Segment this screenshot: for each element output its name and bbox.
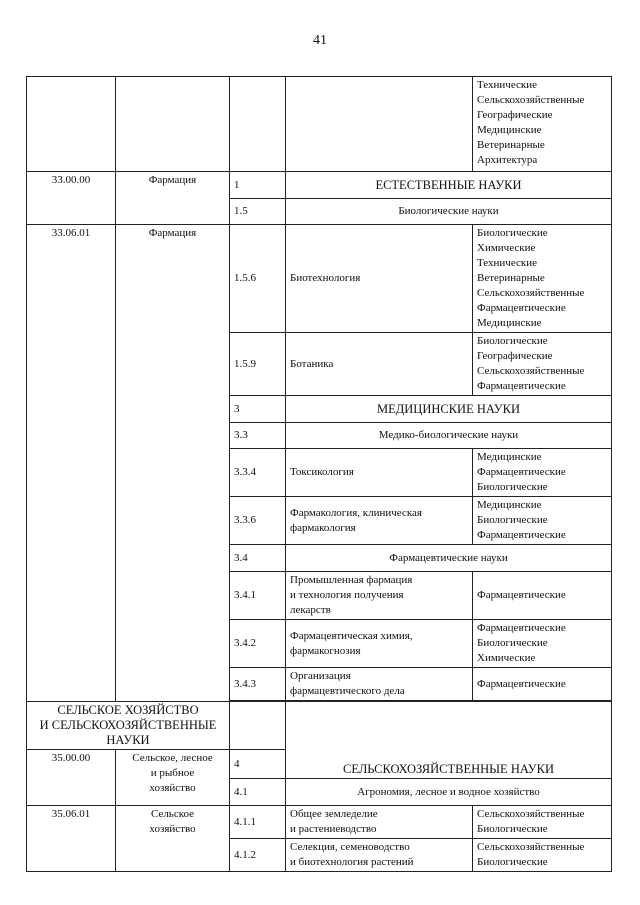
sciences-cell: Биологические Химические Технические Ветеринарные Сельскохозяйственные Фармацевтические Медицинские — [473, 225, 612, 333]
num-cell: 1 — [230, 172, 286, 199]
name-cell: Сельское, лесное и рыбное хозяйство — [116, 750, 230, 806]
sciences-cell: Медицинские Биологические Фармацевтические — [473, 497, 612, 545]
specialty-cell: Общее земледелие и растениеводство — [286, 806, 473, 839]
num-cell — [230, 77, 286, 172]
specialty-cell: Ботаника — [286, 333, 473, 396]
table-row — [27, 806, 612, 839]
num-cell: 1.5.6 — [230, 225, 286, 333]
sciences-cell: Сельскохозяйственные Биологические — [473, 839, 612, 872]
table-row — [27, 225, 612, 333]
specialty-cell: Фармацевтическая химия, фармакогнозия — [286, 620, 473, 668]
sciences-cell: Фармацевтические — [473, 668, 612, 701]
table-row — [27, 77, 612, 172]
num-cell: 1.5.9 — [230, 333, 286, 396]
subgroup-heading: Биологические науки — [286, 199, 612, 225]
sciences-cell: Медицинские Фармацевтические Биологические — [473, 449, 612, 497]
table-row — [27, 172, 612, 199]
num-cell — [230, 702, 286, 750]
sciences-cell: Биологические Географические Сельскохозяйственные Фармацевтические — [473, 333, 612, 396]
subgroup-heading: Медико-биологические науки — [286, 423, 612, 449]
subgroup-heading: Фармацевтические науки — [286, 545, 612, 572]
table-row — [27, 702, 612, 750]
num-cell: 4.1.2 — [230, 839, 286, 872]
group-heading: ЕСТЕСТВЕННЫЕ НАУКИ — [286, 172, 612, 199]
specialty-cell: Токсикология — [286, 449, 473, 497]
section-heading: СЕЛЬСКОЕ ХОЗЯЙСТВО И СЕЛЬСКОХОЗЯЙСТВЕННЫЕ НАУКИ — [27, 702, 230, 750]
subgroup-heading: Агрономия, лесное и водное хозяйство — [286, 779, 612, 806]
num-cell: 3.3.6 — [230, 497, 286, 545]
code-cell: 35.00.00 — [27, 750, 116, 806]
specialty-cell: Фармакология, клиническая фармакология — [286, 497, 473, 545]
num-cell: 3.3.4 — [230, 449, 286, 497]
page-number: 41 — [313, 33, 327, 48]
group-heading: МЕДИЦИНСКИЕ НАУКИ — [286, 396, 612, 423]
num-cell: 1.5 — [230, 199, 286, 225]
name-cell — [116, 77, 230, 172]
name-cell: Сельское хозяйство — [116, 806, 230, 872]
specialty-cell: Биотехнология — [286, 225, 473, 333]
code-cell: 33.06.01 — [27, 225, 116, 702]
num-cell: 3 — [230, 396, 286, 423]
specialty-cell: Организация фармацевтического дела — [286, 668, 473, 701]
sciences-cell: Фармацевтические — [473, 572, 612, 620]
code-cell: 35.06.01 — [27, 806, 116, 872]
specialty-cell: Селекция, семеноводство и биотехнология растений — [286, 839, 473, 872]
num-cell: 4 — [230, 750, 286, 779]
num-cell: 4.1 — [230, 779, 286, 806]
specialties-table — [26, 76, 612, 872]
num-cell: 3.3 — [230, 423, 286, 449]
sciences-cell: Фармацевтические Биологические Химические — [473, 620, 612, 668]
code-cell — [27, 77, 116, 172]
sciences-cell: Технические Сельскохозяйственные Географические Медицинские Ветеринарные Архитектура — [473, 77, 612, 172]
num-cell: 3.4.2 — [230, 620, 286, 668]
code-cell: 33.00.00 — [27, 172, 116, 225]
specialty-cell — [286, 77, 473, 172]
sciences-cell: Сельскохозяйственные Биологические — [473, 806, 612, 839]
num-cell: 3.4 — [230, 545, 286, 572]
num-cell: 3.4.1 — [230, 572, 286, 620]
num-cell: 3.4.3 — [230, 668, 286, 701]
num-cell: 4.1.1 — [230, 806, 286, 839]
name-cell: Фармация — [116, 225, 230, 702]
group-heading: СЕЛЬСКОХОЗЯЙСТВЕННЫЕ НАУКИ — [286, 702, 612, 779]
name-cell: Фармация — [116, 172, 230, 225]
specialty-cell: Промышленная фармация и технология получения лекарств — [286, 572, 473, 620]
